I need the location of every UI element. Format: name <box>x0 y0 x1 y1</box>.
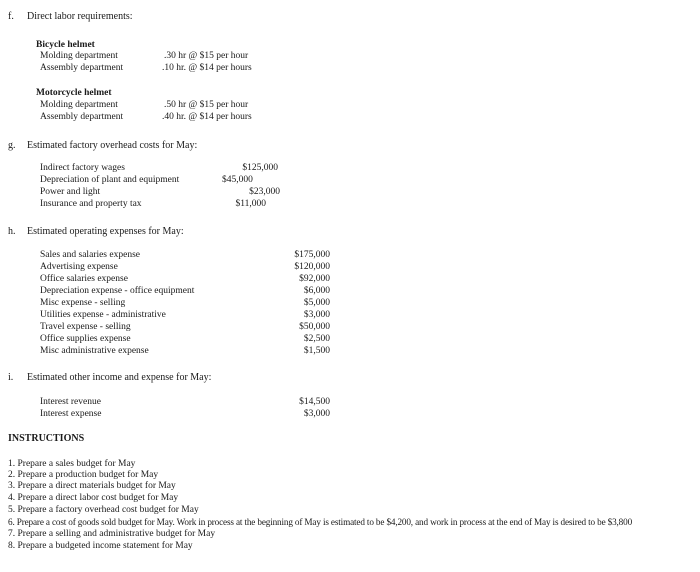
section-f-title: Direct labor requirements: <box>27 11 133 22</box>
bicycle-assembly-label: Assembly department <box>40 63 124 73</box>
power-light-label: Power and light <box>40 187 101 197</box>
interest-expense-label: Interest expense <box>40 409 102 419</box>
instructions-heading: INSTRUCTIONS <box>8 433 85 444</box>
motorcycle-helmet-heading: Motorcycle helmet <box>36 88 112 98</box>
operating-expense-value: $1,500 <box>303 346 330 356</box>
operating-expense-label: Office salaries expense <box>40 274 128 284</box>
instruction-item: 2. Prepare a production budget for May <box>8 470 159 480</box>
instruction-item: 1. Prepare a sales budget for May <box>8 459 136 469</box>
operating-expense-label: Travel expense - selling <box>40 322 131 332</box>
bicycle-molding-rate: .30 hr @ $15 per hour <box>164 51 249 61</box>
operating-expense-value: $120,000 <box>294 262 330 272</box>
indirect-wages-label: Indirect factory wages <box>40 163 125 173</box>
operating-expense-label: Misc expense - selling <box>40 298 126 308</box>
instruction-item: 7. Prepare a selling and administrative budget for May <box>8 529 216 539</box>
instruction-item: 4. Prepare a direct labor cost budget for May <box>8 493 179 503</box>
indirect-wages-value: $125,000 <box>242 163 278 173</box>
motorcycle-molding-label: Molding department <box>40 100 118 110</box>
section-f-marker: f. <box>8 11 14 22</box>
operating-expense-label: Sales and salaries expense <box>40 250 140 260</box>
instruction-item: 6. Prepare a cost of goods sold budget for May. Work in process at the beginning of May is estimated to be $4,200, and work in process at the end of May is desired to be $3,800 <box>8 517 633 527</box>
motorcycle-assembly-rate: .40 hr. @ $14 per hours <box>162 112 252 122</box>
operating-expense-label: Advertising expense <box>40 262 118 272</box>
section-i-marker: i. <box>8 372 14 383</box>
operating-expense-value: $175,000 <box>294 250 330 260</box>
operating-expense-label: Misc administrative expense <box>40 346 149 356</box>
operating-expense-label: Office supplies expense <box>40 334 131 344</box>
operating-expense-value: $5,000 <box>303 298 330 308</box>
power-light-value: $23,000 <box>249 187 280 197</box>
interest-revenue-label: Interest revenue <box>40 397 101 407</box>
bicycle-molding-label: Molding department <box>40 51 118 61</box>
instruction-item: 5. Prepare a factory overhead cost budget for May <box>8 505 199 515</box>
instruction-item: 3. Prepare a direct materials budget for May <box>8 481 176 491</box>
bicycle-helmet-heading: Bicycle helmet <box>36 40 95 50</box>
motorcycle-assembly-label: Assembly department <box>40 112 124 122</box>
operating-expense-label: Utilities expense - administrative <box>40 310 166 320</box>
interest-expense-value: $3,000 <box>303 409 330 419</box>
depreciation-plant-value: $45,000 <box>222 175 253 185</box>
operating-expense-label: Depreciation expense - office equipment <box>40 286 195 296</box>
operating-expense-value: $6,000 <box>303 286 330 296</box>
operating-expense-value: $2,500 <box>303 334 330 344</box>
section-i-title: Estimated other income and expense for May: <box>27 372 212 383</box>
interest-revenue-value: $14,500 <box>299 397 330 407</box>
section-h-title: Estimated operating expenses for May: <box>27 226 184 237</box>
operating-expense-value: $50,000 <box>299 322 330 332</box>
depreciation-plant-label: Depreciation of plant and equipment <box>40 175 180 185</box>
instruction-item: 8. Prepare a budgeted income statement for May <box>8 541 193 551</box>
operating-expense-value: $92,000 <box>299 274 330 284</box>
insurance-tax-label: Insurance and property tax <box>40 199 142 209</box>
section-g-title: Estimated factory overhead costs for May: <box>27 140 198 151</box>
insurance-tax-value: $11,000 <box>235 199 266 209</box>
section-g-marker: g. <box>8 140 16 151</box>
bicycle-assembly-rate: .10 hr. @ $14 per hours <box>162 63 252 73</box>
section-h-marker: h. <box>8 226 16 237</box>
motorcycle-molding-rate: .50 hr @ $15 per hour <box>164 100 249 110</box>
operating-expense-value: $3,000 <box>303 310 330 320</box>
